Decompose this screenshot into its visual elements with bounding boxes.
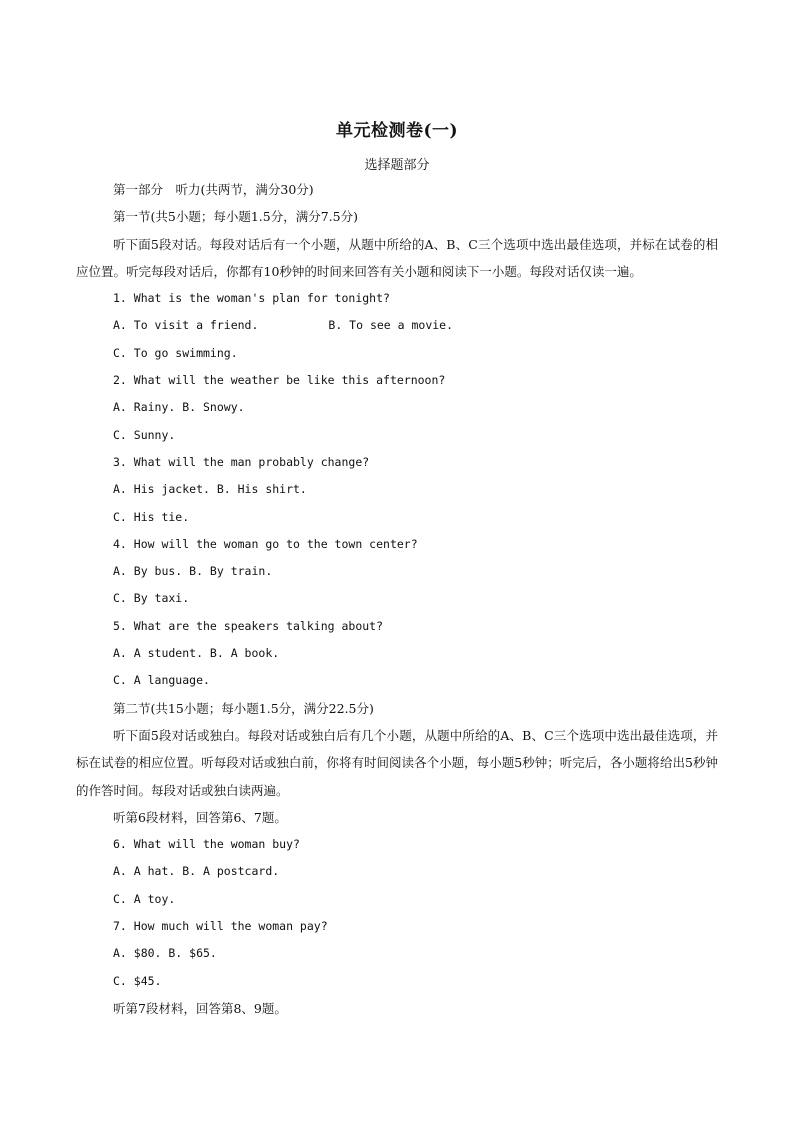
page-subtitle: 选择题部分 xyxy=(364,158,430,173)
page-title: 单元检测卷(一) xyxy=(335,121,459,141)
exam-content xyxy=(76,176,718,1022)
question-1-option-a: A. To visit a friend. xyxy=(113,318,259,333)
question-2-options-ab: A. Rainy. B. Snowy. xyxy=(113,400,245,415)
material-7-heading: 听第7段材料，回答第8、9题。 xyxy=(113,1000,287,1016)
section2-instructions: 听下面5段对话或独白。每段对话或独白后有几个小题，从题中所给的A、B、C三个选项中选出最佳选项，并标在试卷的相应位置。听每段对话或独白前，你将有时间阅读各个小题，每小题5秒钟；听完后，各小题将给出5秒钟的作答时间。每段对话或独白读两遍。 xyxy=(76,727,718,798)
question-5-options-ab: A. A student. B. A book. xyxy=(113,646,280,661)
question-6-option-c: C. A toy. xyxy=(113,891,176,906)
question-5-option-c: C. A language. xyxy=(113,673,210,688)
question-1-option-c: C. To go swimming. xyxy=(113,345,238,360)
material-6-heading: 听第6段材料，回答第6、7题。 xyxy=(113,809,287,825)
section2-heading: 第二节(共15小题；每小题1.5分，满分22.5分) xyxy=(113,700,374,716)
question-7-option-c: C. $45. xyxy=(113,973,162,988)
question-6-options-ab: A. A hat. B. A postcard. xyxy=(113,864,280,879)
question-1: 1. What is the woman's plan for tonight? xyxy=(113,291,390,306)
question-5: 5. What are the speakers talking about? xyxy=(113,618,384,633)
question-2-option-c: C. Sunny. xyxy=(113,427,176,442)
question-1-option-b: B. To see a movie. xyxy=(328,318,454,333)
question-2: 2. What will the weather be like this afternoon? xyxy=(113,373,446,388)
question-4-options-ab: A. By bus. B. By train. xyxy=(113,564,273,579)
question-1-options-ab xyxy=(76,312,718,339)
question-7-options-ab: A. $80. B. $65. xyxy=(113,946,217,961)
section1-instructions: 听下面5段对话。每段对话后有一个小题，从题中所给的A、B、C三个选项中选出最佳选项，并标在试卷的相应位置。听完每段对话后，你都有10秒钟的时间来回答有关小题和阅读下一小题。每段对话仅读一遍。 xyxy=(76,236,718,279)
part1-heading: 第一部分 听力(共两节，满分30分) xyxy=(113,182,314,197)
question-4: 4. How will the woman go to the town center? xyxy=(113,536,418,551)
question-6: 6. What will the woman buy? xyxy=(113,837,300,852)
question-7: 7. How much will the woman pay? xyxy=(113,919,328,934)
question-3-options-ab: A. His jacket. B. His shirt. xyxy=(113,482,307,497)
question-4-option-c: C. By taxi. xyxy=(113,591,190,606)
question-3: 3. What will the man probably change? xyxy=(113,454,370,469)
question-3-option-c: C. His tie. xyxy=(113,509,190,524)
section1-heading: 第一节(共5小题；每小题1.5分，满分7.5分) xyxy=(113,209,358,225)
